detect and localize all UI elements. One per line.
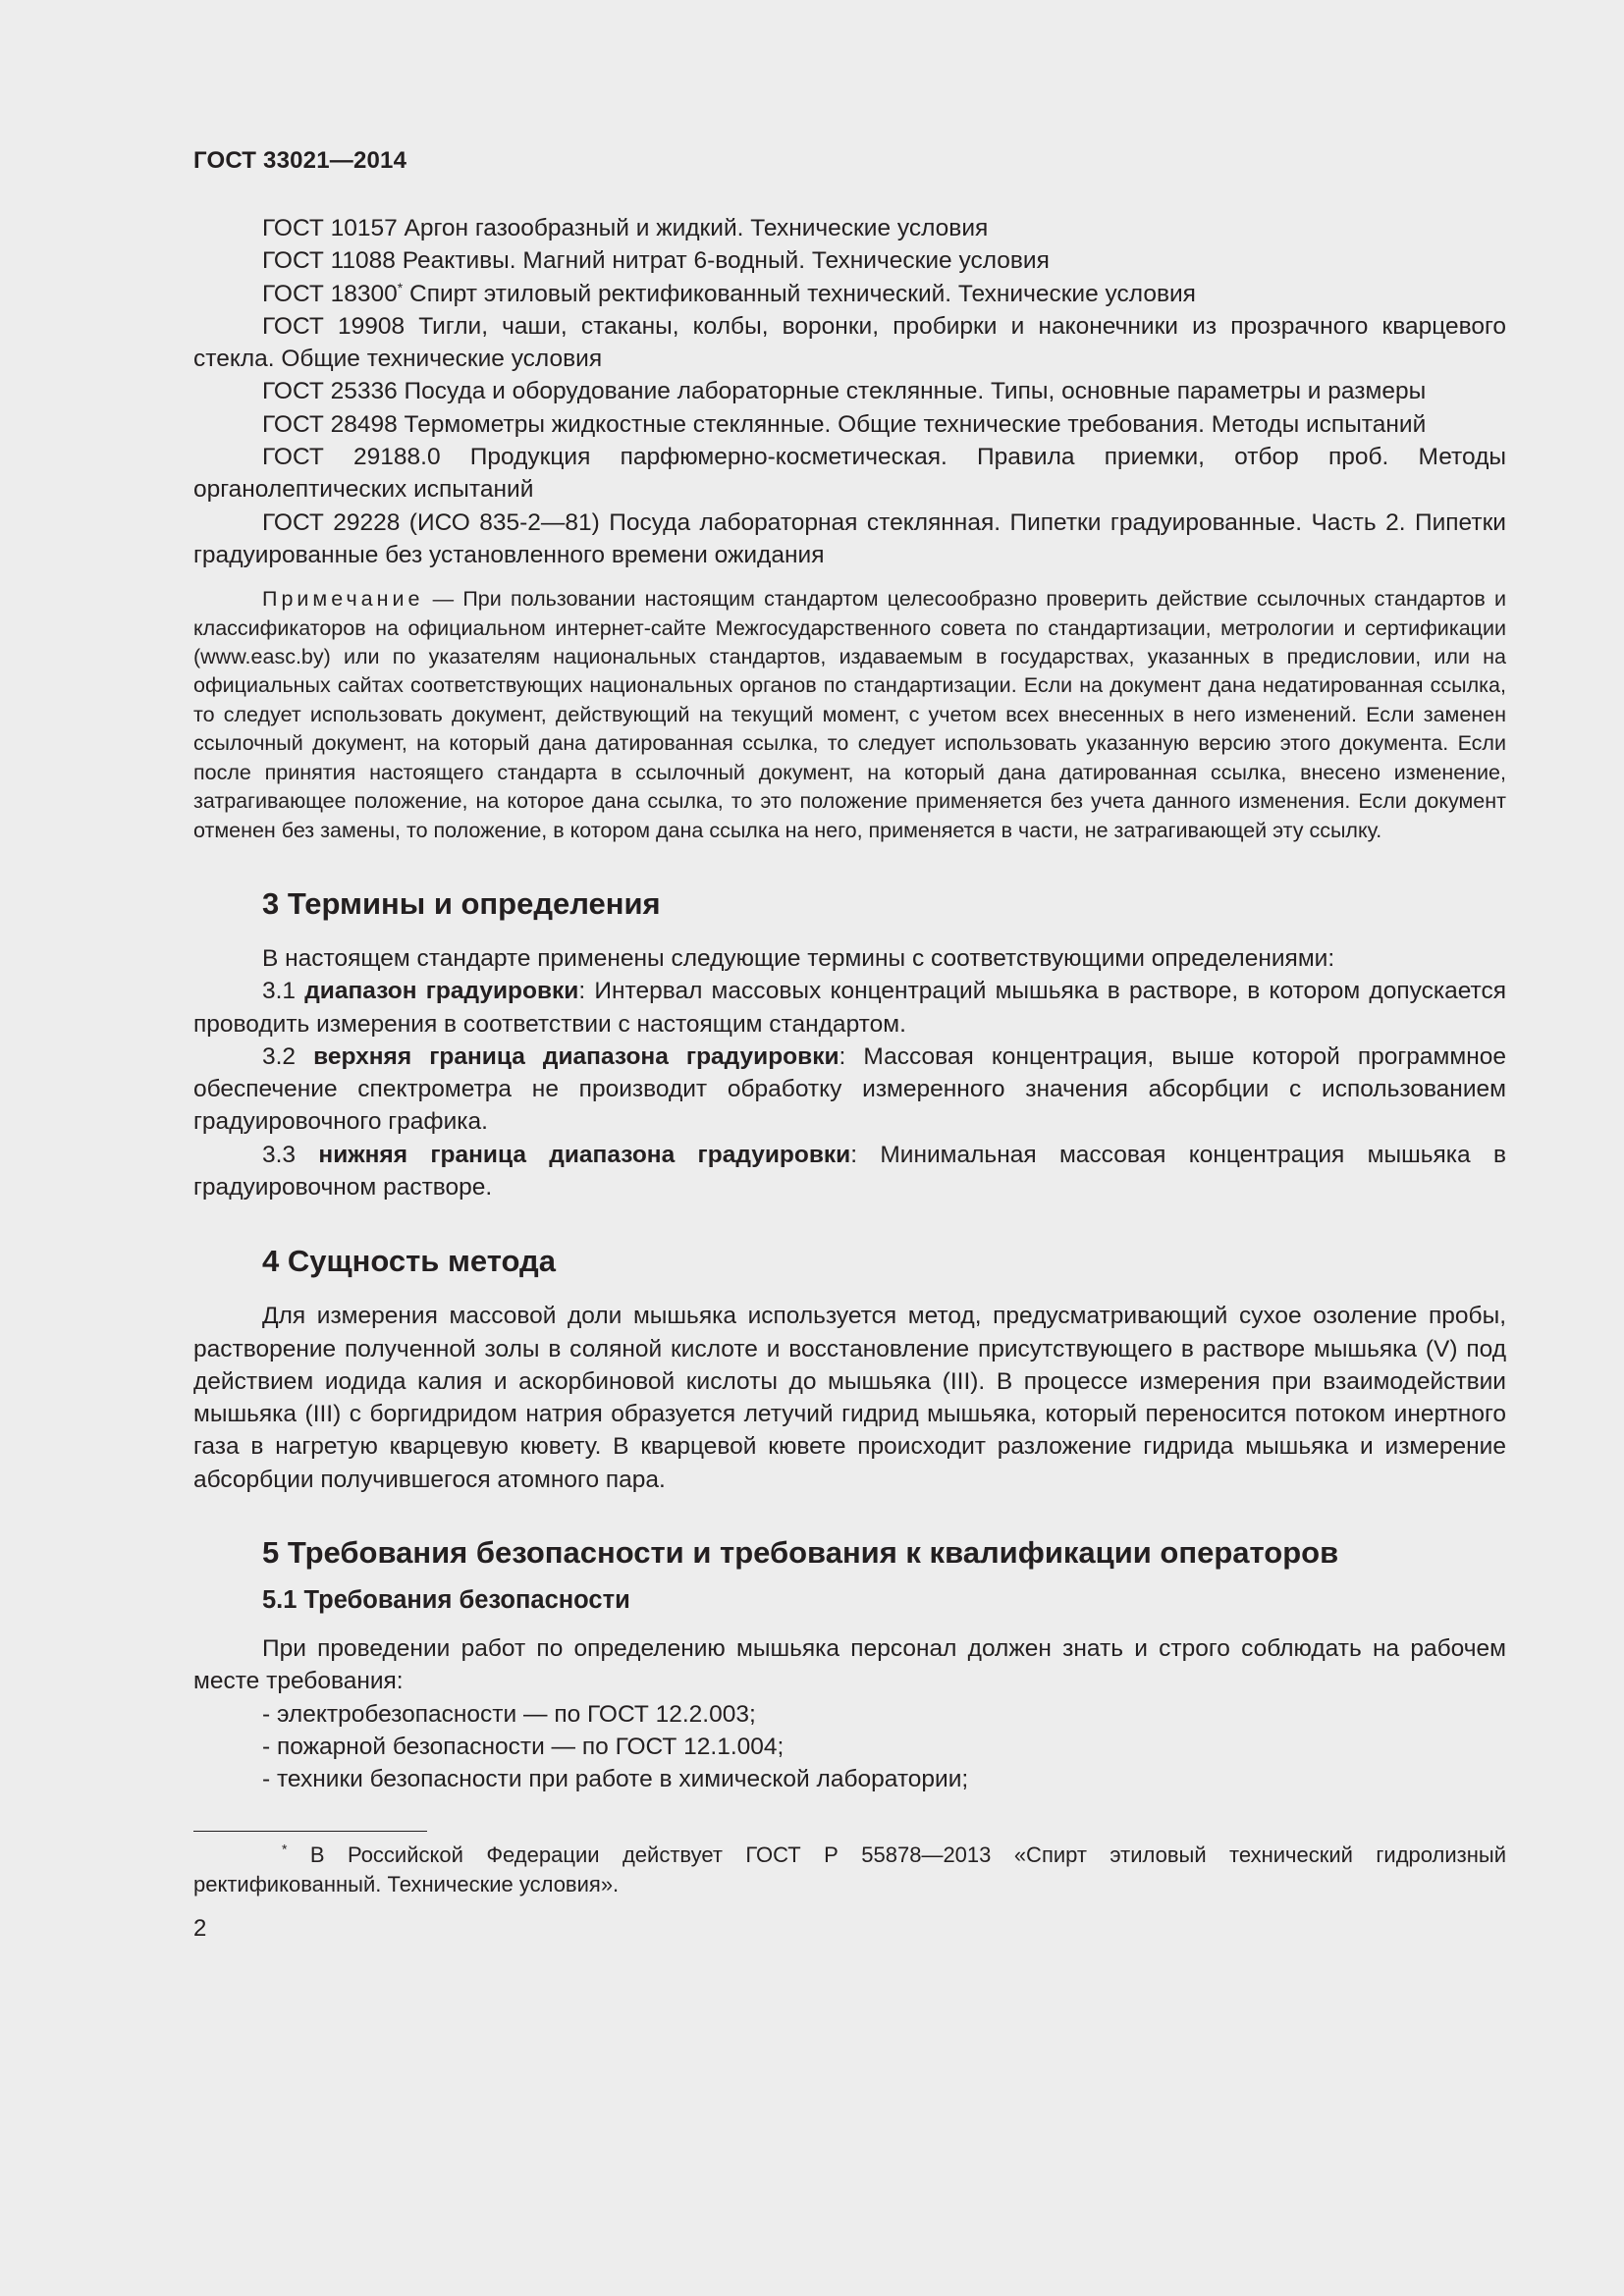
term-definition [193, 1139, 1506, 1204]
reference-item: ГОСТ 10157 Аргон газообразный и жидкий. Технические условия [262, 215, 989, 241]
term-definition [193, 1041, 1506, 1139]
note-block [193, 585, 1506, 845]
section-3-intro: В настоящем стандарте применены следующие термины с соответствующими определениями: [262, 944, 1335, 972]
reference-code: ГОСТ 18300 [262, 280, 398, 307]
footnote-mark: * [282, 1841, 288, 1857]
list-item: - электробезопасности — по ГОСТ 12.2.003; [262, 1700, 756, 1728]
reference-title: Спирт этиловый ректификованный технический. Технические условия [403, 280, 1196, 307]
reference-item: ГОСТ 11088 Реактивы. Магний нитрат 6-водный. Технические условия [262, 247, 1050, 275]
term-text: : Интервал массовых концентраций мышьяка в растворе, в котором допускается проводить измерения в соответствии с настоящим стандартом. [193, 978, 1506, 1038]
reference-item: ГОСТ 28498 Термометры жидкостные стеклянные. Общие технические требования. Методы испытаний [262, 410, 1427, 438]
term-name: верхняя граница диапазона градуировки [313, 1042, 839, 1070]
list-item: - пожарной безопасности — по ГОСТ 12.1.004; [262, 1733, 785, 1760]
list-item: - техники безопасности при работе в химической лаборатории; [262, 1766, 969, 1793]
footnote-text: В Российской Федерации действует ГОСТ Р 55878—2013 «Спирт этиловый технический гидролизный ректификованный. Технические условия». [193, 1842, 1506, 1896]
footnote-mark: * [397, 279, 404, 295]
note-text: При пользовании настоящим стандартом целесообразно проверить действие ссылочных стандартов и классификаторов на официальном интернет-сайте Межгосударственного совета по стандартизации, метрологии и сертификации (www.easc.by) или по указателям национальных стандартов, издаваемым в государствах, указанных в предисловии, или на официальных сайтах соответствующих национальных органов по стандартизации. Если на документ дана недатированная ссылка, то следует использовать документ, действующий на текущий момент, с учетом всех внесенных в него изменений. Если заменен ссылочный документ, на который дана датированная ссылка, то следует использовать указанную версию этого документа. Если после принятия настоящего стандарта в ссылочный документ, на который дана датированная ссылка, внесено изменение, затрагивающее положение, на которое дана ссылка, то это положение применяется без учета данного изменения. Если документ отменен без замены, то положение, в котором дана ссылка на него, применяется в части, не затрагивающей эту ссылку. [193, 587, 1506, 842]
term-name: нижняя граница диапазона градуировки [318, 1141, 851, 1168]
section-5-intro: При проведении работ по определению мышьяка персонал должен знать и строго соблюдать на рабочем месте требования: [193, 1635, 1506, 1695]
term-number: 3.3 [262, 1141, 319, 1168]
term-number: 3.2 [262, 1042, 314, 1070]
note-dash: — [423, 587, 463, 612]
normative-references [193, 212, 1506, 571]
section-4-title: 4 Сущность метода [262, 1244, 556, 1279]
section-3-title: 3 Термины и определения [262, 885, 661, 921]
reference-item: ГОСТ 19908 Тигли, чаши, стаканы, колбы, воронки, пробирки и наконечники из прозрачного кварцевого стекла. Общие технические условия [193, 312, 1506, 373]
reference-item: ГОСТ 29228 (ИСО 835-2—81) Посуда лабораторная стеклянная. Пипетки градуированные. Часть 2. Пипетки градуированные без установленного времени ожидания [193, 508, 1506, 568]
section-5-title: 5 Требования безопасности и требования к квалификации операторов [262, 1535, 1339, 1571]
reference-item [193, 278, 1506, 310]
term-text: : Массовая концентрация, выше которой программное обеспечение спектрометра не производит обработку измеренного значения абсорбции с использованием градуировочного графика. [193, 1042, 1506, 1136]
term-number: 3.1 [262, 978, 305, 1005]
note-label: Примечание [262, 587, 424, 612]
subsection-5-1-title: 5.1 Требования безопасности [262, 1586, 630, 1615]
page-number: 2 [193, 1914, 207, 1942]
term-text: : Минимальная массовая концентрация мышьяка в градуировочном растворе. [193, 1141, 1506, 1201]
document-header: ГОСТ 33021—2014 [193, 147, 407, 174]
term-name: диапазон градуировки [304, 978, 579, 1005]
footnote [193, 1841, 1506, 1899]
reference-item: ГОСТ 25336 Посуда и оборудование лабораторные стеклянные. Типы, основные параметры и размеры [262, 378, 1427, 405]
section-4-text: Для измерения массовой доли мышьяка используется метод, предусматривающий сухое озоление пробы, растворение полученной золы в соляной кислоте и восстановление присутствующего в растворе мышьяка (V) под действием иодида калия и аскорбиновой кислоты до мышьяка (III). В процессе измерения при взаимодействии мышьяка (III) с боргидридом натрия образуется летучий гидрид мышьяка, который переносится потоком инертного газа в нагретую кварцевую кювету. В кварцевой кювете происходит разложение гидрида мышьяка и измерение абсорбции получившегося атомного пара. [193, 1303, 1506, 1493]
term-definition [193, 975, 1506, 1041]
reference-item: ГОСТ 29188.0 Продукция парфюмерно-косметическая. Правила приемки, отбор проб. Методы органолептических испытаний [193, 444, 1506, 504]
footnote-divider [193, 1831, 427, 1832]
